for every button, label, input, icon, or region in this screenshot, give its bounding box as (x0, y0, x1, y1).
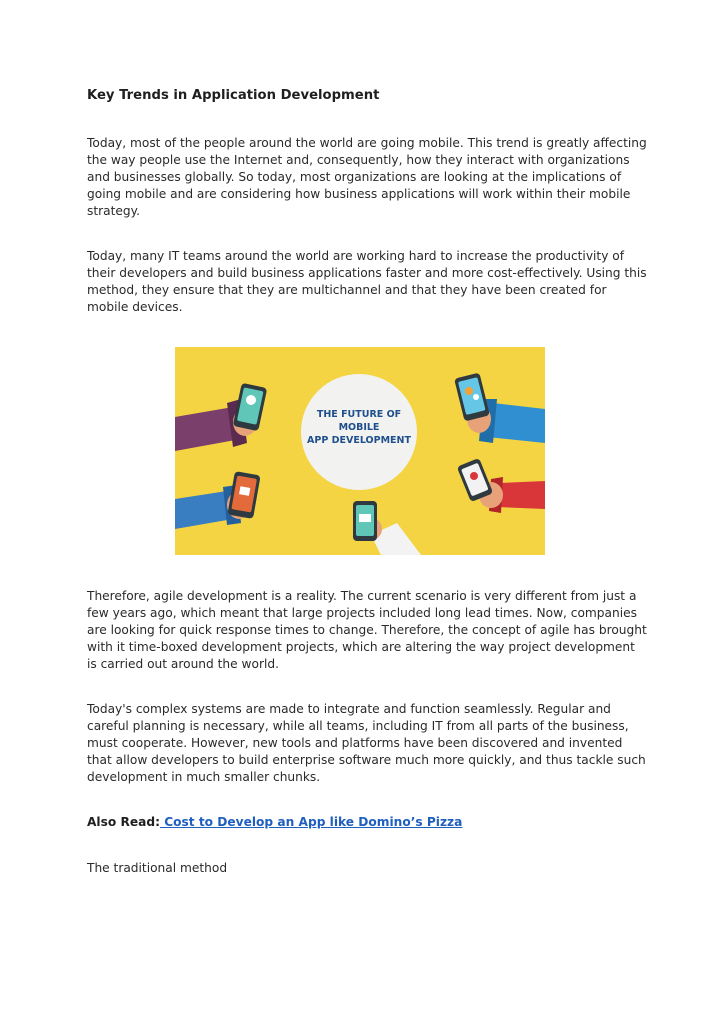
also-read-line (87, 815, 462, 829)
paragraph-3: Therefore, agile development is a reality. The current scenario is very different from just a few years ago, which meant that large projects included long lead times. Now, companies are looking for quick response times to change. Therefore, the concept of agile has brought with it time-boxed development projects, which are altering the way project development is carried out around the world. (87, 589, 647, 671)
paragraph-2: Today, many IT teams around the world are working hard to increase the productivity of their developers and build business applications faster and more cost-effectively. Using this method, they ensure that they are multichannel and that they have been created for mobile devices. (87, 249, 647, 314)
paragraph-4: Today's complex systems are made to integrate and function seamlessly. Regular and careful planning is necessary, while all teams, including IT from all parts of the business, must cooperate. However, new tools and platforms have been discovered and invented that allow developers to build enterprise software much more quickly, and thus tackle such development in much smaller chunks. (87, 702, 646, 784)
section-text-traditional-method: The traditional method (87, 861, 228, 875)
paragraph-1: Today, most of the people around the world are going mobile. This trend is greatly affecting the way people use the Internet and, consequently, how they interact with organizations and businesses globally. So today, most organizations are looking at the implications of going mobile and are considering how business applications will work within their mobile strategy. (87, 136, 647, 218)
mobile-app-illustration (175, 347, 545, 555)
figure-title-line-2: MOBILE (338, 422, 380, 433)
page-heading: Key Trends in Application Development (87, 88, 380, 103)
figure-title-line-1: THE FUTURE OF (316, 409, 402, 420)
also-read-link[interactable]: Cost to Develop an App like Domino’s Pizza (159, 815, 463, 829)
also-read-label: Also Read: (87, 815, 160, 829)
figure-title-line-3: APP DEVELOPMENT (307, 435, 411, 446)
